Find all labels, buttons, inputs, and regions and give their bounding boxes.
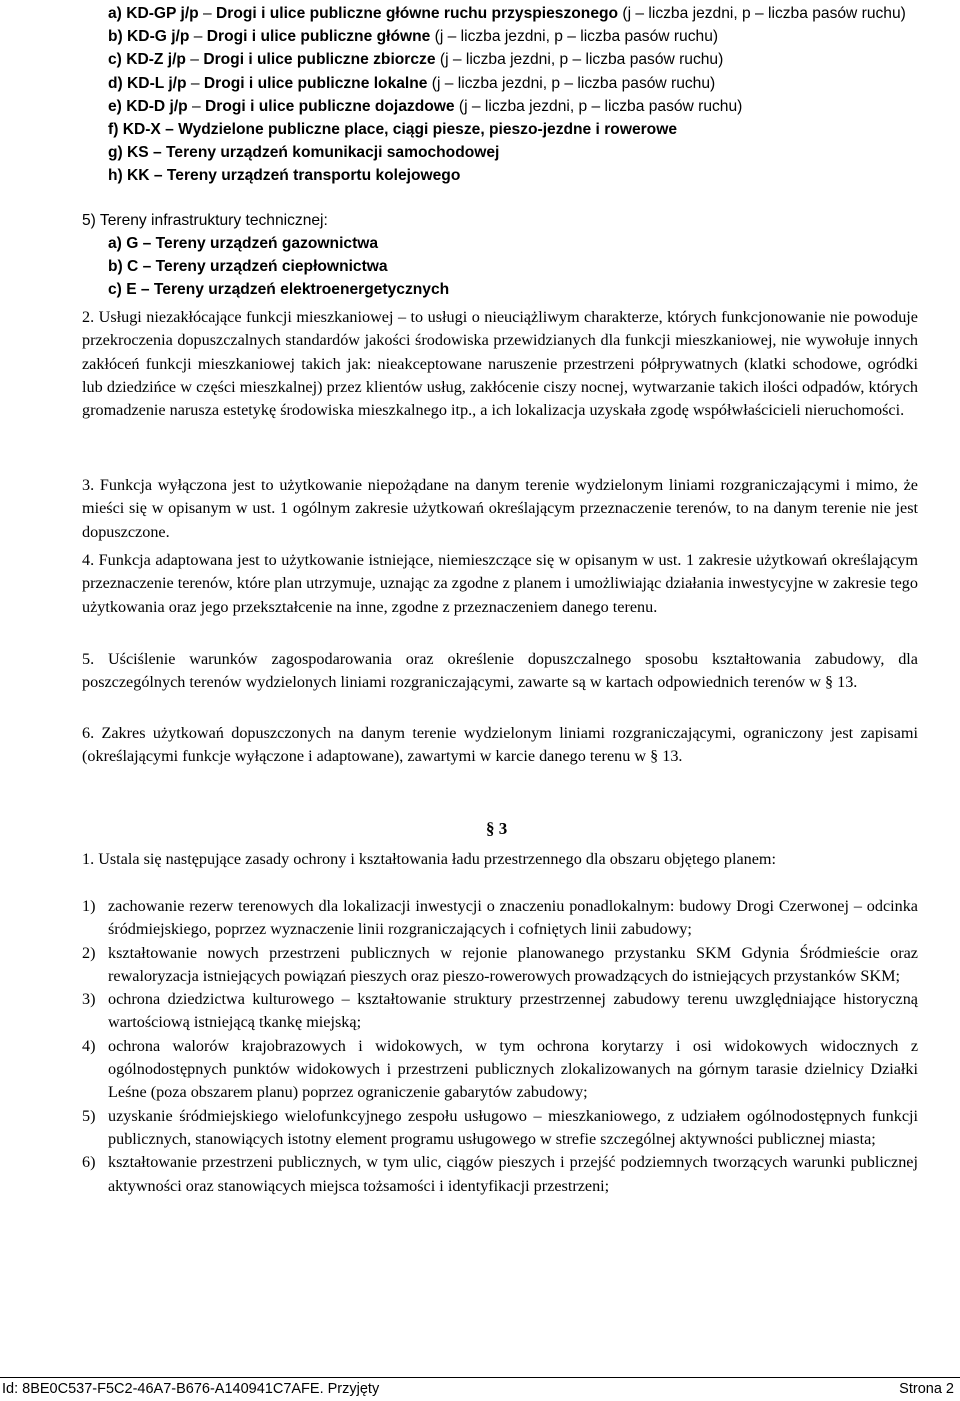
list-item: f) KD-X – Wydzielone publiczne place, ciągi piesze, pieszo-jezdne i rowerowe [108,121,678,139]
list-item: d) KD-L j/p – Drogi i ulice publiczne lokalne (j – liczba jezdni, p – liczba pasów ruchu) [108,74,716,92]
list-item: 6) kształtowanie przestrzeni publicznych, w tym ulic, ciągów pieszych i przejść podziemnych tworzących warunki publicznej aktywności oraz stanowiących miejsca tożsamości i identyfikacji przestrzeni; [82,1153,918,1195]
list-item: c) E – Tereny urządzeń elektroenergetycznych [108,281,450,299]
paragraph-5: 5. Uściślenie warunków zagospodarowania oraz określenie dopuszczalnego sposobu kształtowania zabudowy, dla poszczególnych terenów wydzielonych liniami rozgraniczającymi, zawarte są w kartach odpowiednich terenów w § 13. [82,650,918,692]
road-category-list [108,2,920,188]
list-item: a) KD-GP j/p – Drogi i ulice publiczne główne ruchu przyspieszonego (j – liczba jezdni, p – liczba pasów ruchu) [108,5,906,22]
list-item: 3) ochrona dziedzictwa kulturowego – kształtowanie struktury przestrzennej zabudowy terenu uwzględniające historyczną wartościową istniejącą tkankę miejską; [82,990,918,1032]
list-item: 4) ochrona walorów krajobrazowych i widokowych, w tym ochrona korytarzy i osi widokowych widocznych z ogólnodostępnych punktów widokowych i przestrzeni publicznych zlokalizowanych na górnym tarasie dzielnicy Działki Leśne (poza obszarem planu) poprzez ograniczenie gabarytów zabudowy; [82,1036,918,1102]
list-item: 2) kształtowanie nowych przestrzeni publicznych w rejonie planowanego przystanku SKM Gdynia Śródmieście oraz rewaloryzacja istniejących powiązań pieszych oraz pieszo-rowerowych prowadzących do istniejących przystanków SKM; [82,943,918,985]
section-heading: § 3 [486,819,508,838]
list-item: b) C – Tereny urządzeń ciepłownictwa [108,258,388,276]
paragraph-4: 4. Funkcja adaptowana jest to użytkowanie istniejące, niemieszczące się w opisanym w ust. 1 zakresie użytkowań określającym przeznaczenie terenów, które plan utrzymuje, uznając za zgodne z planem i umożliwiając działania inwestycyjne w zakresie tego użytkowania oraz jego przekształcenie na inne, zgodne z przeznaczeniem danego terenu. [82,551,918,616]
infrastructure-list [108,232,449,302]
principles-list [82,895,918,1198]
paragraph-3: 3. Funkcja wyłączona jest to użytkowanie niepożądane na danym terenie wydzielonym liniami rozgraniczającymi i mimo, że mieści się w opisanym w ust. 1 ogólnym zakresie użytkowań określającym przeznaczenie terenów, to na danym terenie nie jest dopuszczone. [82,476,918,541]
paragraph-6: 6. Zakres użytkowań dopuszczonych na danym terenie wydzielonym liniami rozgraniczającymi, ograniczony jest zapisami (określającymi funkcje wyłączone i adaptowane), zawartymi w karcie danego terenu w § 13. [82,724,918,766]
document-id: Id: 8BE0C537-F5C2-46A7-B676-A140941C7AFE. Przyjęty [2,1381,380,1397]
paragraph-2: 2. Usługi niezakłócające funkcji mieszkaniowej – to usługi o nieuciążliwym charakterze, których funkcjonowanie nie powoduje przekroczenia dopuszczalnych standardów jakości środowiska przewidzianych dla funkcji mieszkaniowej, nie wywołuje innych zakłóceń funkcji mieszkaniowej takich jak: nieakceptowane naruszenie przestrzeni półprywatnych (klatki schodowe, ogródki lub dziedzińce w części mieszkalnej) przez klientów usług, zakłócenie ciszy nocnej, wytwarzanie takich ilości odpadów, których gromadzenie narusza estetykę środowiska mieszkalnego itp., a ich lokalizacja uzyskała zgodę współwłaścicieli nieruchomości. [82,308,918,420]
list-item: 1) zachowanie rezerw terenowych dla lokalizacji inwestycji o znaczeniu ponadlokalnym: budowy Drogi Czerwonej – odcinka śródmiejskiego, poprzez wyznaczenie linii rozgraniczających i cofniętych linii zabudowy; [82,897,918,939]
list-item: b) KD-G j/p – Drogi i ulice publiczne główne (j – liczba jezdni, p – liczba pasów ruchu) [108,28,719,46]
list-item: c) KD-Z j/p – Drogi i ulice publiczne zbiorcze (j – liczba jezdni, p – liczba pasów ruchu) [108,51,724,69]
page-number: Strona 2 [899,1381,954,1397]
list-item: 5) uzyskanie śródmiejskiego wielofunkcyjnego zespołu usługowo – mieszkaniowego, z udziałem ogólnodostępnych funkcji publicznych, stanowiących istotny element programu usługowego w strefie szczególnej aktywności publicznej miasta; [82,1106,918,1148]
section-3-intro: 1. Ustala się następujące zasady ochrony i kształtowania ładu przestrzennego dla obszaru objętego planem: [82,850,777,868]
list-item: a) G – Tereny urządzeń gazownictwa [108,235,379,252]
list-item: g) KS – Tereny urządzeń komunikacji samochodowej [108,144,500,162]
section-5-title: 5) Tereny infrastruktury technicznej: [82,212,328,229]
list-item: h) KK – Tereny urządzeń transportu kolejowego [108,167,461,185]
list-item: e) KD-D j/p – Drogi i ulice publiczne dojazdowe (j – liczba jezdni, p – liczba pasów ruchu) [108,97,743,115]
footer-divider [0,1377,960,1378]
